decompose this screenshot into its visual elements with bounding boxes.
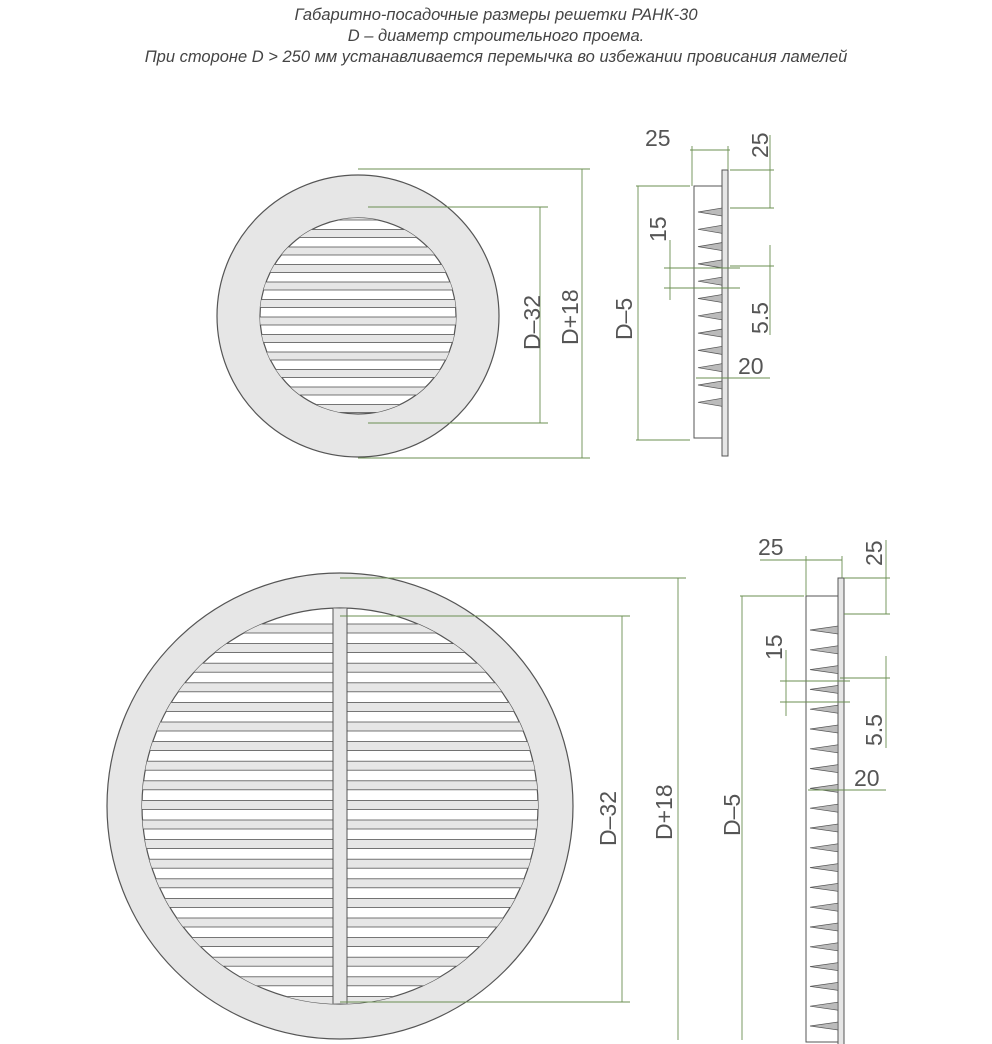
louvre-slat [250, 317, 470, 325]
caption-note: При стороне D > 250 мм устанавливается перемычка во избежании провисания ламелей [144, 48, 848, 66]
louvre-fin [810, 1022, 838, 1030]
large-side-height-label: D–5 [719, 793, 745, 836]
louvre-fin [698, 225, 722, 233]
large-side-body [806, 596, 838, 1042]
small-inner-diameter-label: D–32 [519, 295, 545, 350]
small-front-view [217, 175, 499, 457]
louvre-fin [698, 243, 722, 251]
large-side-louvres [810, 626, 838, 1030]
large-louvre-depth-label: 20 [854, 765, 880, 791]
louvre-slat [250, 282, 470, 290]
small-outer-diameter-label: D+18 [557, 289, 583, 345]
louvre-fin [810, 982, 838, 990]
louvre-slat [250, 300, 470, 308]
louvre-fin [810, 784, 838, 792]
large-frame-depth-label: 25 [758, 534, 784, 560]
small-side-flange [722, 170, 728, 456]
caption-definition: D – диаметр строительного проема. [347, 27, 645, 45]
louvre-fin [698, 346, 722, 354]
louvre-fin [698, 277, 722, 285]
louvre-fin [810, 765, 838, 773]
louvre-fin [810, 685, 838, 693]
louvre-fin [698, 312, 722, 320]
small-side-dimensions [636, 135, 774, 440]
caption-title: Габаритно-посадочные размеры решетки РАНК-30 [294, 6, 698, 24]
large-thickness-label: 5.5 [861, 714, 887, 746]
large-inner-diameter-label: D–32 [595, 791, 621, 846]
louvre-fin [810, 864, 838, 872]
small-thickness-label: 5.5 [747, 302, 773, 334]
louvre-fin [810, 666, 838, 674]
louvre-fin [810, 883, 838, 891]
large-side-flange [838, 578, 844, 1044]
louvre-fin [810, 903, 838, 911]
louvre-fin [698, 398, 722, 406]
large-pitch-label: 15 [761, 634, 787, 660]
louvre-fin [698, 364, 722, 372]
small-side-height-label: D–5 [611, 297, 637, 340]
louvre-fin [698, 329, 722, 337]
louvre-slat [250, 352, 470, 360]
louvre-fin [810, 943, 838, 951]
large-flange-width-label: 25 [861, 540, 887, 566]
louvre-fin [810, 745, 838, 753]
louvre-fin [810, 804, 838, 812]
louvre-fin [810, 844, 838, 852]
louvre-fin [810, 626, 838, 634]
small-flange-width-label: 25 [747, 132, 773, 158]
large-outer-diameter-label: D+18 [651, 784, 677, 840]
louvre-slat [250, 335, 470, 343]
louvre-fin [810, 705, 838, 713]
louvre-slat [250, 265, 470, 273]
small-side-louvres [698, 208, 722, 406]
louvre-fin [810, 923, 838, 931]
louvre-fin [698, 381, 722, 389]
louvre-fin [810, 824, 838, 832]
small-frame-depth-label: 25 [645, 125, 671, 151]
large-side-view [806, 578, 844, 1044]
louvre-fin [810, 963, 838, 971]
large-center-bridge [333, 608, 347, 1004]
louvre-fin [698, 295, 722, 303]
louvre-fin [810, 725, 838, 733]
large-front-view [107, 573, 573, 1039]
louvre-fin [698, 208, 722, 216]
louvre-fin [810, 646, 838, 654]
small-side-view [694, 170, 728, 456]
louvre-fin [698, 260, 722, 268]
small-pitch-label: 15 [645, 216, 671, 242]
small-louvre-depth-label: 20 [738, 353, 764, 379]
louvre-fin [810, 1002, 838, 1010]
